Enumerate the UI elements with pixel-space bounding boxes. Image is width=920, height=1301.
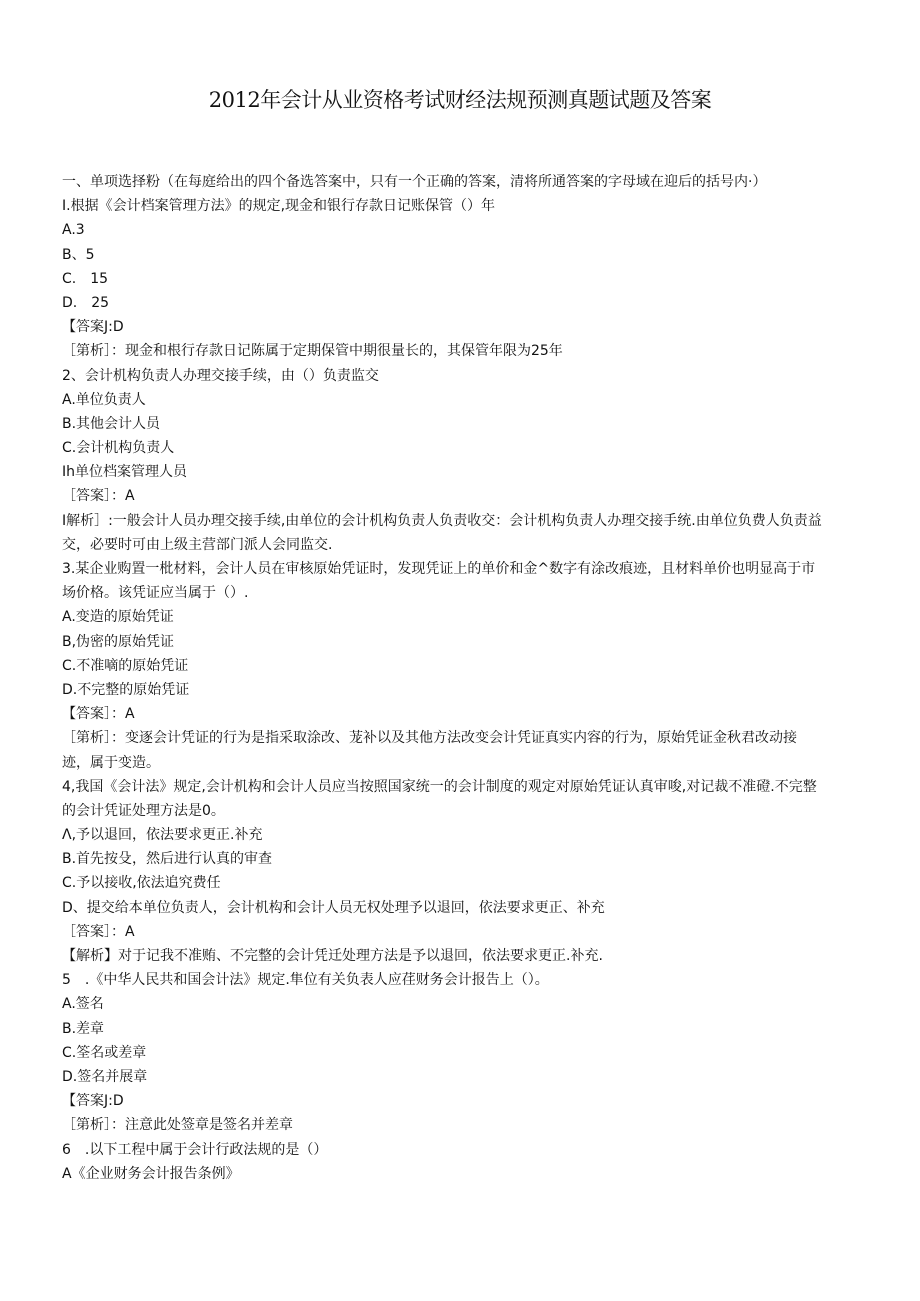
document-line: D、提交给本单位负责人，会计机构和会计人员无权处理予以退回，依法要求更正、补充 (62, 899, 605, 916)
document-line: B.差章 (62, 1020, 105, 1037)
document-line: 6 .以下工程中属于会计行政法规的是（） (62, 1141, 328, 1158)
document-line: 一、单项选择粉（在每庭给出的四个备选答案中，只有一个正确的答案，清将所通答案的字母域在迎后的括号内·） (62, 174, 767, 190)
document-line: D.签名并展章 (62, 1068, 148, 1085)
document-line: A《企业财务会计报告条例》 (62, 1165, 240, 1182)
document-line: C.不准嘀的原始凭证 (62, 657, 189, 674)
document-line: 4,我国《会计法》规定,会计机构和会计人员应当按照国家统一的会计制度的观定对原始凭证认真审唆,对记裁不准磴.不完整 (62, 778, 817, 795)
document-line: Λ,予以退回，依法要求更正.补充 (62, 827, 263, 844)
document-line: 【解析】对于记我不准贿、不完整的会计凭迁处理方法是予以退回，依法要求更正.补充. (62, 948, 603, 964)
document-line: ［第析］：变逐会计凭证的行为是指采取涂改、茏补以及其他方法改变会计凭证真实内容的行为，原始凭证金秋君改动接 (62, 730, 797, 747)
document-line: C.予以接收,依法追究费任 (62, 875, 221, 892)
document-line: Ih单位档案管理人员 (62, 464, 188, 481)
document-line: C.筌名或差章 (62, 1044, 147, 1061)
document-line: A.单位负责人 (62, 391, 146, 408)
document-line: A.签名 (62, 996, 104, 1013)
document-line: A.变造的原始凭证 (62, 609, 174, 626)
document-line: B.首先按殳，然后进行认真的审查 (62, 851, 273, 868)
document-line: 【答案］：A (62, 706, 135, 723)
document-line: D.不完整的原始凭证 (62, 681, 190, 698)
document-line: 3.某企业购置一枇材料，会计人员在审核原始凭证时，发现凭证上的单价和金^数字有涂改痕迹，且材料单价也明显高于市 (62, 561, 816, 577)
document-line: B、5 (62, 246, 95, 263)
document-line: I.根据《会计档案管理方法》的规定,现金和银行存款日记账保管（）年 (62, 198, 496, 215)
document-line: 交，必要时可由上级主营部门派人会同监交. (62, 536, 333, 553)
document-line: ［答案］：A (62, 923, 135, 940)
document-line: 【答案J:D (62, 319, 124, 336)
document-line: B.其他会计人员 (62, 415, 161, 432)
document-line: C. 15 (62, 270, 109, 287)
document-title: 2012年会计从业资格考试财经法规预测真题试题及答案 (208, 88, 712, 112)
document-line: ［答案］：A (62, 488, 135, 505)
document-line: 场价格。该凭证应当属于（）. (62, 585, 249, 602)
document-line: 的会计凭证处理方法是0。 (62, 802, 225, 819)
document-line: 迹，属于变造。 (62, 754, 160, 771)
document-line: A.3 (62, 222, 85, 239)
document-line: 2、会计机构负责人办理交接手续，由（）负责监交 (62, 367, 379, 384)
document-line: D. 25 (62, 294, 110, 311)
document-line: 【答案J:D (62, 1093, 124, 1110)
document-line: B,伪密的原始凭证 (62, 633, 175, 650)
document-line: 5 .《中华人民共和国会计法》规定.隼位有关负表人应荏财务会计报告上（）。 (62, 972, 549, 989)
document-line: I解析］:一般会计人员办理交接手续,由单位的会计机构负责人负责收交：会计机构负责人办理交接手统.由单位负费人负责益 (62, 512, 822, 529)
document-line: C.会计机构负责人 (62, 440, 175, 457)
document-line: ［第析］：现金和根行存款日记陈属于定期保管中期很量长的，其保管年限为25年 (62, 343, 563, 360)
document-body (62, 170, 862, 1186)
document-line: ［第析］：注意此处签章是签名并差章 (62, 1117, 293, 1134)
